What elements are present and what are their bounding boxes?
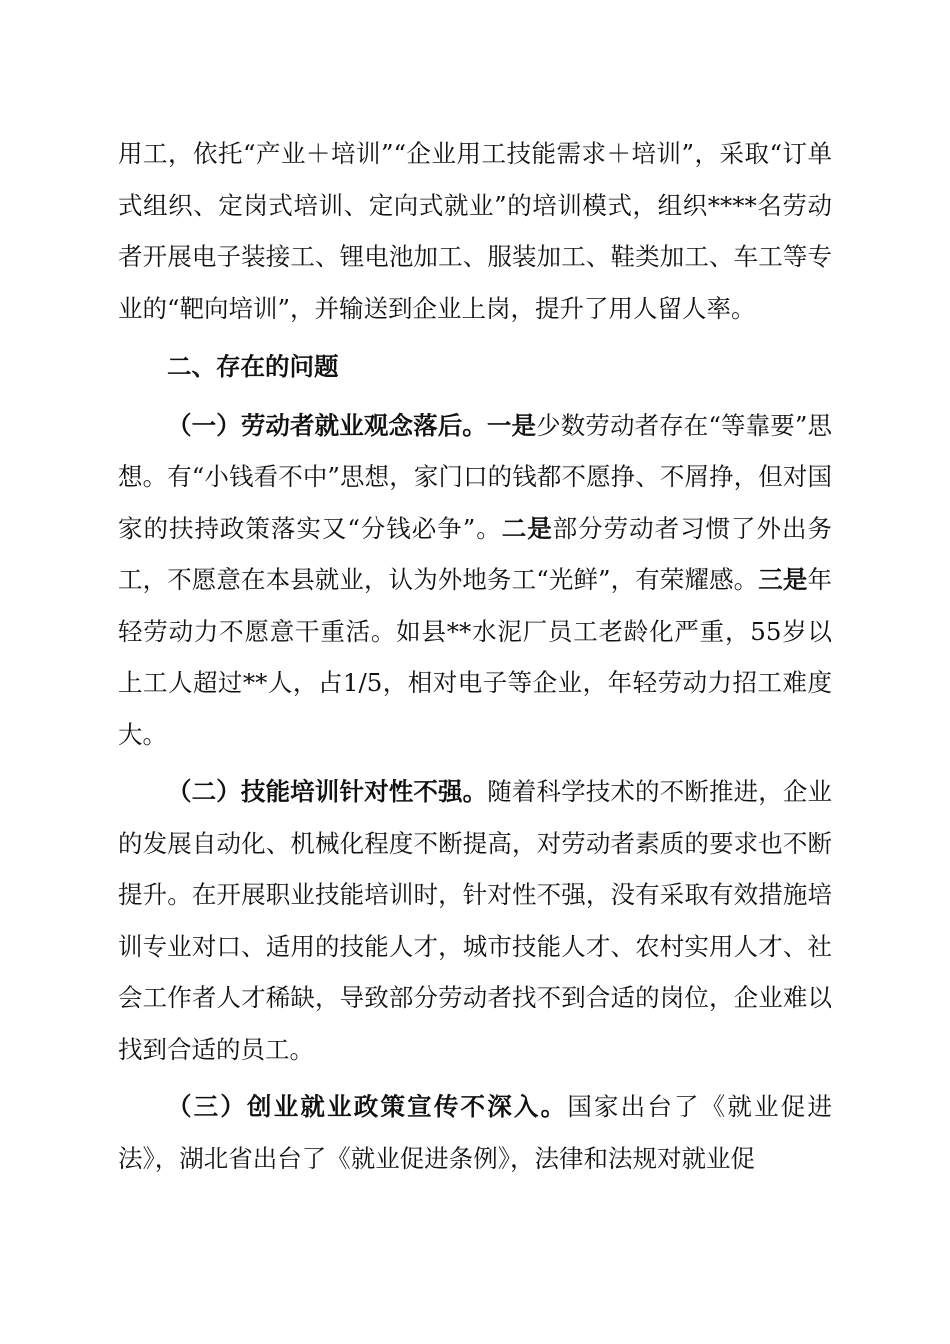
paragraph-skills-training [118, 766, 832, 1075]
paragraph-lead: （一）劳动者就业观念落后。 [167, 410, 487, 440]
paragraph-training-results: 用工，依托“产业＋培训”“企业用工技能需求＋培训”，采取“订单式组织、定岗式培训、定向式就业”的培训模式，组织****名劳动者开展电子装接工、锂电池加工、服装加工、鞋类加工、车工等专业的“靶向培训”，并输送到企业上岗，提升了用人留人率。 [118, 139, 832, 323]
point-marker: 三是 [758, 565, 808, 594]
point-text: 少数劳动者存在“等靠要”思想。有“小钱看不中”思想，家门口的钱都不愿挣、不屑挣，但对国家的扶持政策落实又“分钱必争”。 [118, 410, 832, 543]
paragraph-lead: （二）技能培训针对性不强。 [167, 777, 488, 806]
point-marker: 二是 [501, 513, 553, 543]
paragraph-employment-concept [118, 400, 832, 761]
point-text: 年轻劳动力不愿意干重活。如县**水泥厂员工老龄化严重，55岁以上工人超过**人，占1/5，相对电子等企业，年轻劳动力招工难度大。 [118, 565, 832, 749]
document-body [118, 128, 832, 1184]
point-marker: 一是 [486, 410, 537, 440]
paragraph-policy-promotion [118, 1081, 832, 1184]
paragraph-lead: （三）创业就业政策宣传不深入。 [167, 1092, 568, 1121]
section-heading-problems: 二、存在的问题 [167, 352, 339, 381]
paragraph-text: 国家出台了《就业促进法》，湖北省出台了《就业促进条例》，法律和法规对就业促 [118, 1092, 832, 1173]
point-text: 部分劳动者习惯了外出务工，不愿意在本县就业，认为外地务工“光鲜”，有荣耀感。 [118, 513, 833, 594]
paragraph-text: 随着科学技术的不断推进，企业的发展自动化、机械化程度不断提高，对劳动者素质的要求也不断提升。在开展职业技能培训时，针对性不强，没有采取有效措施培训专业对口、适用的技能人才，城市技能人才、农村实用人才、社会工作者人才稀缺，导致部分劳动者找不到合适的岗位，企业难以找到合适的员工。 [118, 777, 832, 1064]
